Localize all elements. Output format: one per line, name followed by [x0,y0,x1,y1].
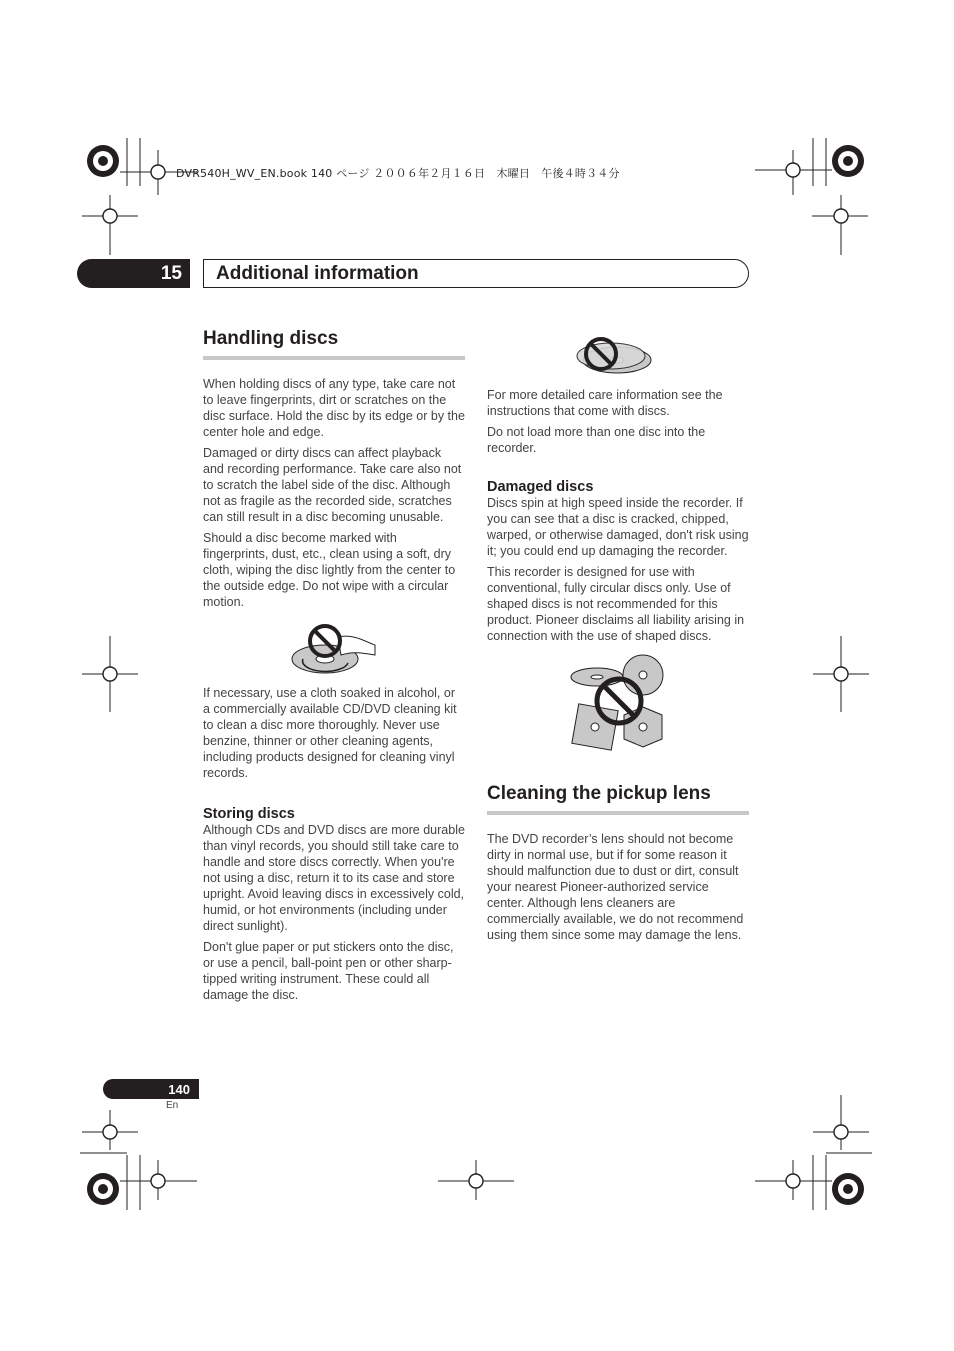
no-shaped-discs-icon [487,649,749,761]
page-number: 140 [103,1079,199,1099]
chapter-title: Additional information [203,259,749,288]
chapter-number: 15 [77,259,190,288]
left-column [203,328,465,1008]
care-info-p2: Do not load more than one disc into the recorder. [487,425,706,455]
handling-p1: When holding discs of any type, take care not to leave fingerprints, dirt or scratches on the disc surface. Hold the disc by its edge or by the center hole and edge. [203,377,465,439]
handling-p2: Damaged or dirty discs can affect playback and recording performance. Take care also not to scratch the label side of the disc. Although not as fragile as the recorded side, scratches can still result in a disc becoming unusable. [203,446,462,524]
handling-p3: Should a disc become marked with fingerprints, dust, etc., clean using a soft, dry cloth, wiping the disc lightly from the center to the outside edge. Do not wipe with a circular motion. [203,531,456,609]
damaged-p1: Discs spin at high speed inside the recorder. If you can see that a disc is cracked, chipped, warped, or otherwise damaged, don't risk using it; you could end up damaging the recorder. [487,496,749,558]
storing-discs-heading: Storing discs [203,806,295,822]
shaped-discs-illustration [487,649,749,761]
care-info-p1: For more detailed care information see the instructions that come with discs. [487,388,723,418]
stacked-discs-illustration [487,332,749,387]
storing-p2: Don't glue paper or put stickers onto the disc, or use a pencil, ball-point pen or other sharp-tipped writing instrument. These could all damage the disc. [203,940,454,1002]
storing-p1: Although CDs and DVD discs are more durable than vinyl records, you should still take care to handle and store discs correctly. When you're not using a disc, return it to its case and store upright. Avoid leaving discs in excessively cold, humid, or hot environments (including under direct sunlight). [203,823,465,933]
no-multiple-discs-icon [487,332,749,387]
damaged-discs-heading: Damaged discs [487,479,594,495]
print-header: DVR540H_WV_EN.book 140 ページ ２００６年２月１６日 木曜日 午後４時３４分 [176,167,620,180]
lens-p1: The DVD recorder’s lens should not become dirty in normal use, but if for some reason it should malfunction due to dust or dirt, consult your nearest Pioneer-authorized service center. Although lens cleaners are commercially available, we do not recommend using them since some may damage the lens. [487,832,744,942]
no-circular-wipe-icon [203,615,465,685]
damaged-p2: This recorder is designed for use with conventional, fully circular discs only. Use of shaped discs is not recommended for this product. Pioneer disclaims all liability arising in connection with the use of shaped discs. [487,565,745,643]
handling-p4: If necessary, use a cloth soaked in alcohol, or a commercially available CD/DVD cleaning kit to clean a disc more thoroughly. Never use benzine, thinner or other cleaning agents, including products designed for cleaning vinyl records. [203,686,457,780]
handling-discs-heading: Handling discs [203,328,465,360]
wipe-disc-illustration [203,615,465,685]
cleaning-lens-heading: Cleaning the pickup lens [487,783,749,815]
right-column [487,332,749,948]
language-label: En [166,1100,179,1111]
